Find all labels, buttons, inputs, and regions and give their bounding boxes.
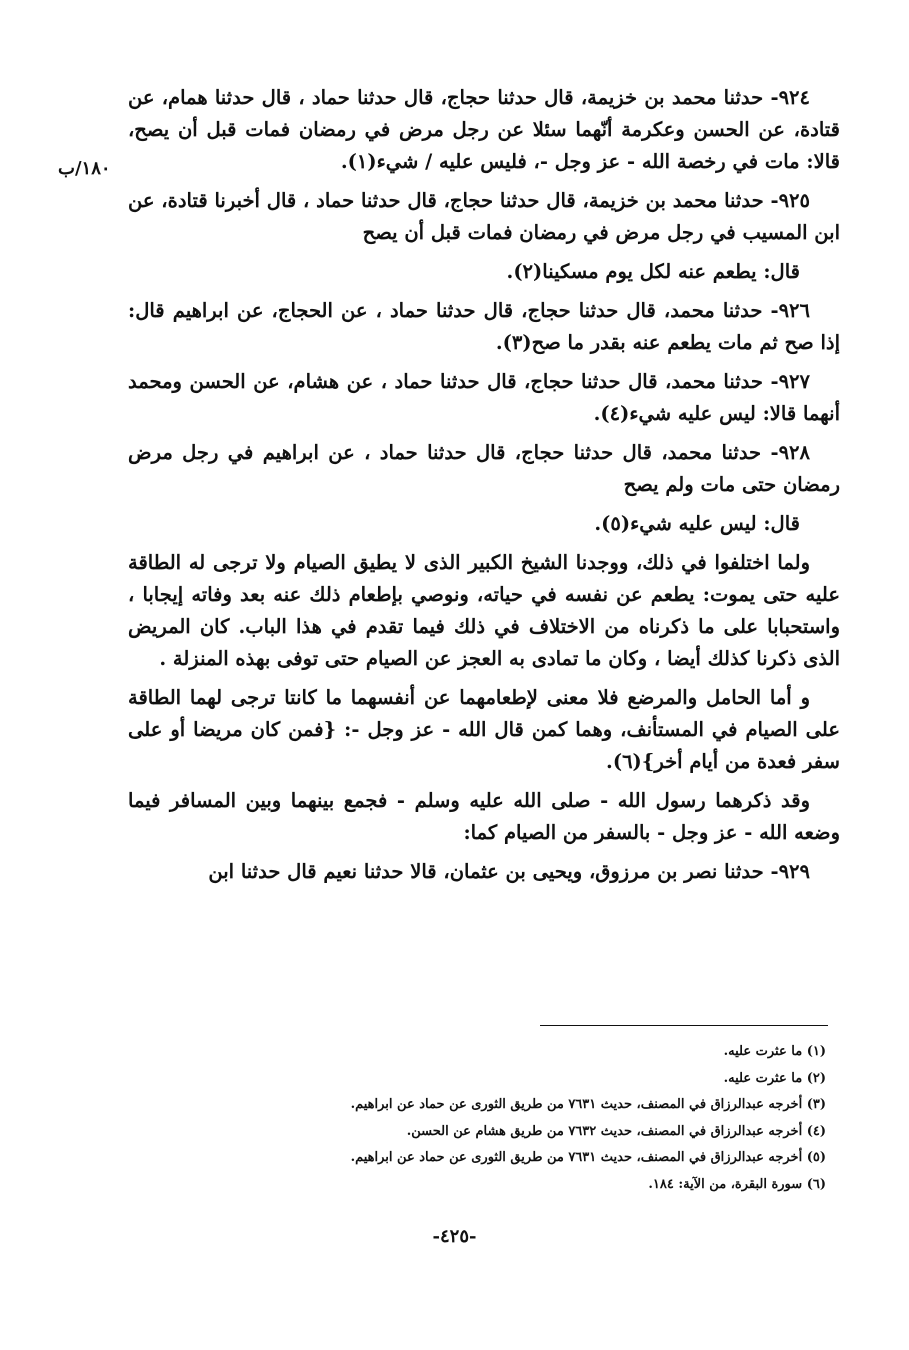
page-number: -٤٢٥- xyxy=(432,1226,477,1247)
prophet-mention-paragraph: وقد ذكرهما رسول الله - صلى الله عليه وسلم - فجمع بينهما وبين المسافر فيما وضعه الله - عز وجل - بالسفر من الصيام كما: xyxy=(128,789,840,844)
footnote-2: (٢) ما عثرت عليه. xyxy=(723,1070,826,1086)
pregnant-nursing-paragraph: و أما الحامل والمرضع فلا معنى لإطعامهما عن أنفسهما ما كانتا ترجى لهما الطاقة على الصيام في المستأنف، وهما كمن قال الله - عز وجل -: {فمن كان مريضا أو على سفر فعدة من أيام أخر}(٦). xyxy=(128,686,840,773)
hadith-925: ٩٢٥- حدثنا محمد بن خزيمة، قال حدثنا حجاج، قال حدثنا حماد ، قال أخبرنا قتادة، عن ابن المسيب في رجل مرض في رمضان فمات قبل أن يصح xyxy=(128,189,840,244)
commentary-paragraph: ولما اختلفوا في ذلك، ووجدنا الشيخ الكبير الذى لا يطيق الصيام ولا ترجى له الطاقة عليه حتى يموت: يطعم عن نفسه في حياته، ونوصي بإطعام ذلك عنه بعد وفاته إيجابا ، واستحبابا على ما ذكرناه من الاختلاف في ذلك فيما تقدم في هذا الباب. كان المريض الذى ذكرنا كذلك أيضا ، وكان ما تمادى به العجز عن الصيام حتى توفى بهذه المنزلة . xyxy=(128,551,840,670)
footnote-divider xyxy=(540,1025,828,1026)
hadith-924: ٩٢٤- حدثنا محمد بن خزيمة، قال حدثنا حجاج، قال حدثنا حماد ، قال حدثنا همام، عن قتادة، عن الحسن وعكرمة أنّهما سئلا عن رجل مرض في رمضان فمات قبل أن يصح، قالا: مات في رخصة الله - عز وجل -، فليس عليه / شيء(١). xyxy=(128,86,840,173)
hadith-928-saying: قال: ليس عليه شيء(٥). xyxy=(594,512,800,535)
hadith-926: ٩٢٦- حدثنا محمد، قال حدثنا حجاج، قال حدثنا حماد ، عن الحجاج، عن ابراهيم قال: إذا صح ثم مات يطعم عنه بقدر ما صح(٣). xyxy=(128,299,840,354)
footnote-6: (٦) سورة البقرة، من الآية: ١٨٤. xyxy=(648,1176,826,1192)
hadith-927: ٩٢٧- حدثنا محمد، قال حدثنا حجاج، قال حدثنا حماد ، عن هشام، عن الحسن ومحمد أنهما قالا: ليس عليه شيء(٤). xyxy=(128,370,840,425)
hadith-928: ٩٢٨- حدثنا محمد، قال حدثنا حجاج، قال حدثنا حماد ، عن ابراهيم في رجل مرض رمضان حتى مات ولم يصح xyxy=(128,441,840,496)
footnote-1: (١) ما عثرت عليه. xyxy=(723,1044,826,1059)
footnote-4: (٤) أخرجه عبدالرزاق في المصنف، حديث ٧٦٣٢ من طريق هشام عن الحسن. xyxy=(406,1123,826,1139)
footnote-3: (٣) أخرجه عبدالرزاق في المصنف، حديث ٧٦٣١ من طريق الثورى عن حماد عن ابراهيم. xyxy=(350,1097,826,1112)
hadith-929: ٩٢٩- حدثنا نصر بن مرزوق، ويحيى بن عثمان، قالا حدثنا نعيم قال حدثنا ابن xyxy=(208,860,810,883)
hadith-925-saying: قال: يطعم عنه لكل يوم مسكينا(٢). xyxy=(506,260,800,283)
margin-folio-note: ١٨٠/ب xyxy=(58,158,111,179)
footnote-5: (٥) أخرجه عبدالرزاق في المصنف، حديث ٧٦٣١ من طريق الثورى عن حماد عن ابراهيم. xyxy=(350,1150,826,1165)
footnotes xyxy=(128,1039,840,1198)
main-text xyxy=(128,82,840,895)
